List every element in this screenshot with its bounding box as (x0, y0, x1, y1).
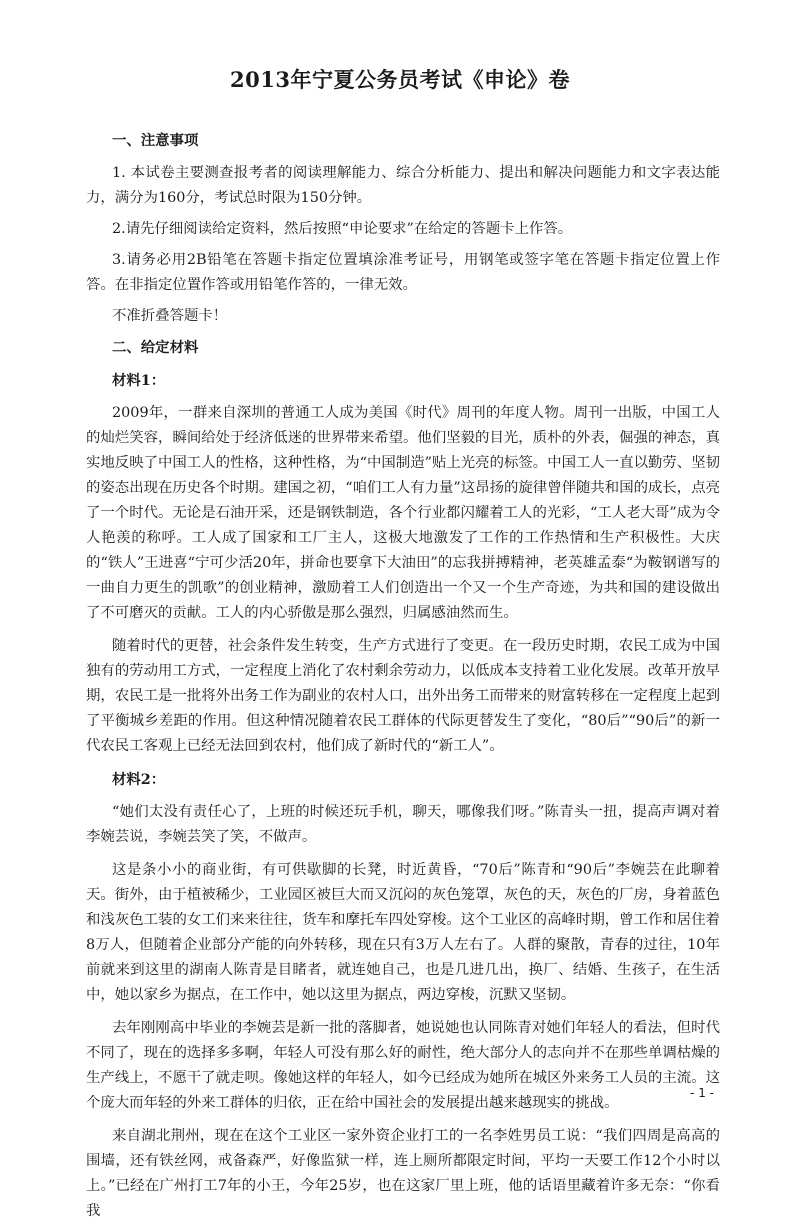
material-1-heading: 材料1： (112, 372, 166, 389)
material-2-heading: 材料2： (112, 771, 166, 788)
material-2-paragraph: 这是条小小的商业街，有可供歇脚的长凳，时近黄昏，“70后”陈青和“90后”李婉芸在此聊着天。街外，由于植被稀少，工业园区被巨大而又沉闷的灰色笼罩，灰色的天，灰色的厂房，身着蓝色和浅灰色工装的女工们来来往往，货车和摩托车四处穿梭。这个工业区的高峰时期，曾工作和居住着8万人，但随着企业部分产能的向外转移，现在只有3万人左右了。人群的聚散，青春的过往，10年前就来到这里的湖南人陈青是目睹者，就连她自己，也是几进几出，换厂、结婚、生孩子，在生活中，她以家乡为据点，在工作中，她以这里为据点，两边穿梭，沉默又坚韧。 (86, 862, 720, 1003)
note-item: 1. 本试卷主要测查报考者的阅读理解能力、综合分析能力、提出和解决问题能力和文字表达能力，满分为160分，考试总时限为150分钟。 (86, 165, 720, 206)
page-number: - 1 - (690, 1086, 714, 1100)
material-1-paragraph: 2009年，一群来自深圳的普通工人成为美国《时代》周刊的年度人物。周刊一出版，中国工人的灿烂笑容，瞬间给处于经济低迷的世界带来希望。他们坚毅的目光，质朴的外表，倔强的神态，真实地反映了中国工人的性格，这种性格，为“中国制造”贴上光亮的标签。中国工人一直以勤劳、坚韧的姿态出现在历史各个时期。建国之初，“咱们工人有力量”这昂扬的旋律曾伴随共和国的成长，点亮了一个时代。无论是石油开采，还是钢铁制造，各个行业都闪耀着工人的光彩，“工人老大哥”成为令人艳羡的称呼。工人成了国家和工厂主人，这极大地激发了工作的工作热情和生产积极性。大庆的“铁人”王进喜“宁可少活20年，拼命也要拿下大油田”的忘我拼搏精神，老英雄孟泰“为鞍钢谱写的一曲自力更生的凯歌”的创业精神，激励着工人们创造出一个又一个生产奇迹，为共和国的建设做出了不可磨灭的贡献。工人的内心骄傲是那么强烈，归属感油然而生。 (86, 405, 720, 621)
material-1-paragraph: 随着时代的更替，社会条件发生转变，生产方式进行了变更。在一段历史时期，农民工成为中国独有的劳动用工方式，一定程度上消化了农村剩余劳动力，以低成本支持着工业化发展。改革开放早期，农民工是一批将外出务工作为副业的农村人口，出外出务工而带来的财富转移在一定程度上起到了平衡城乡差距的作用。但这种情况随着农民工群体的代际更替发生了变化，“80后”“90后”的新一代农民工客观上已经无法回到农村，他们成了新时代的“新工人”。 (86, 638, 720, 754)
document-body (86, 128, 720, 1232)
note-item: 2.请先仔细阅读给定资料，然后按照“申论要求”在给定的答题卡上作答。 (112, 221, 573, 237)
material-2-paragraph: 来自湖北荆州，现在在这个工业区一家外资企业打工的一名李姓男员工说：“我们四周是高高的围墙，还有铁丝网，戒备森严，好像监狱一样，连上厕所都限定时间，平均一天要工作12个小时以上。”已经在广州打工7年的小王，今年25岁，也在这家厂里上班，他的话语里藏着许多无奈：“你看我 (86, 1128, 720, 1219)
note-item: 3.请务必用2B铅笔在答题卡指定位置填涂准考证号，用钢笔或签字笔在答题卡指定位置上作答。在非指定位置作答或用铅笔作答的，一律无效。 (86, 252, 720, 293)
material-2-paragraph: 去年刚刚高中毕业的李婉芸是新一批的落脚者，她说她也认同陈青对她们年轻人的看法，但时代不同了，现在的选择多多啊，年轻人可没有那么好的耐性，绝大部分人的志向并不在那些单调枯燥的生产线上，不愿干了就走呗。像她这样的年轻人，如今已经成为她所在城区外来务工人员的主流。这个庞大而年轻的外来工群体的归依，正在给中国社会的发展提出越来越现实的挑战。 (86, 1020, 720, 1111)
section-heading-notes: 一、注意事项 (112, 132, 199, 149)
document-title: 2013年宁夏公务员考试《申论》卷 (230, 67, 570, 92)
note-item: 不准折叠答题卡！ (112, 308, 228, 324)
material-2-paragraph: “她们太没有责任心了，上班的时候还玩手机，聊天，哪像我们呀。”陈青头一扭，提高声调对着李婉芸说，李婉芸笑了笑，不做声。 (86, 804, 720, 845)
section-heading-materials: 二、给定材料 (112, 339, 199, 356)
